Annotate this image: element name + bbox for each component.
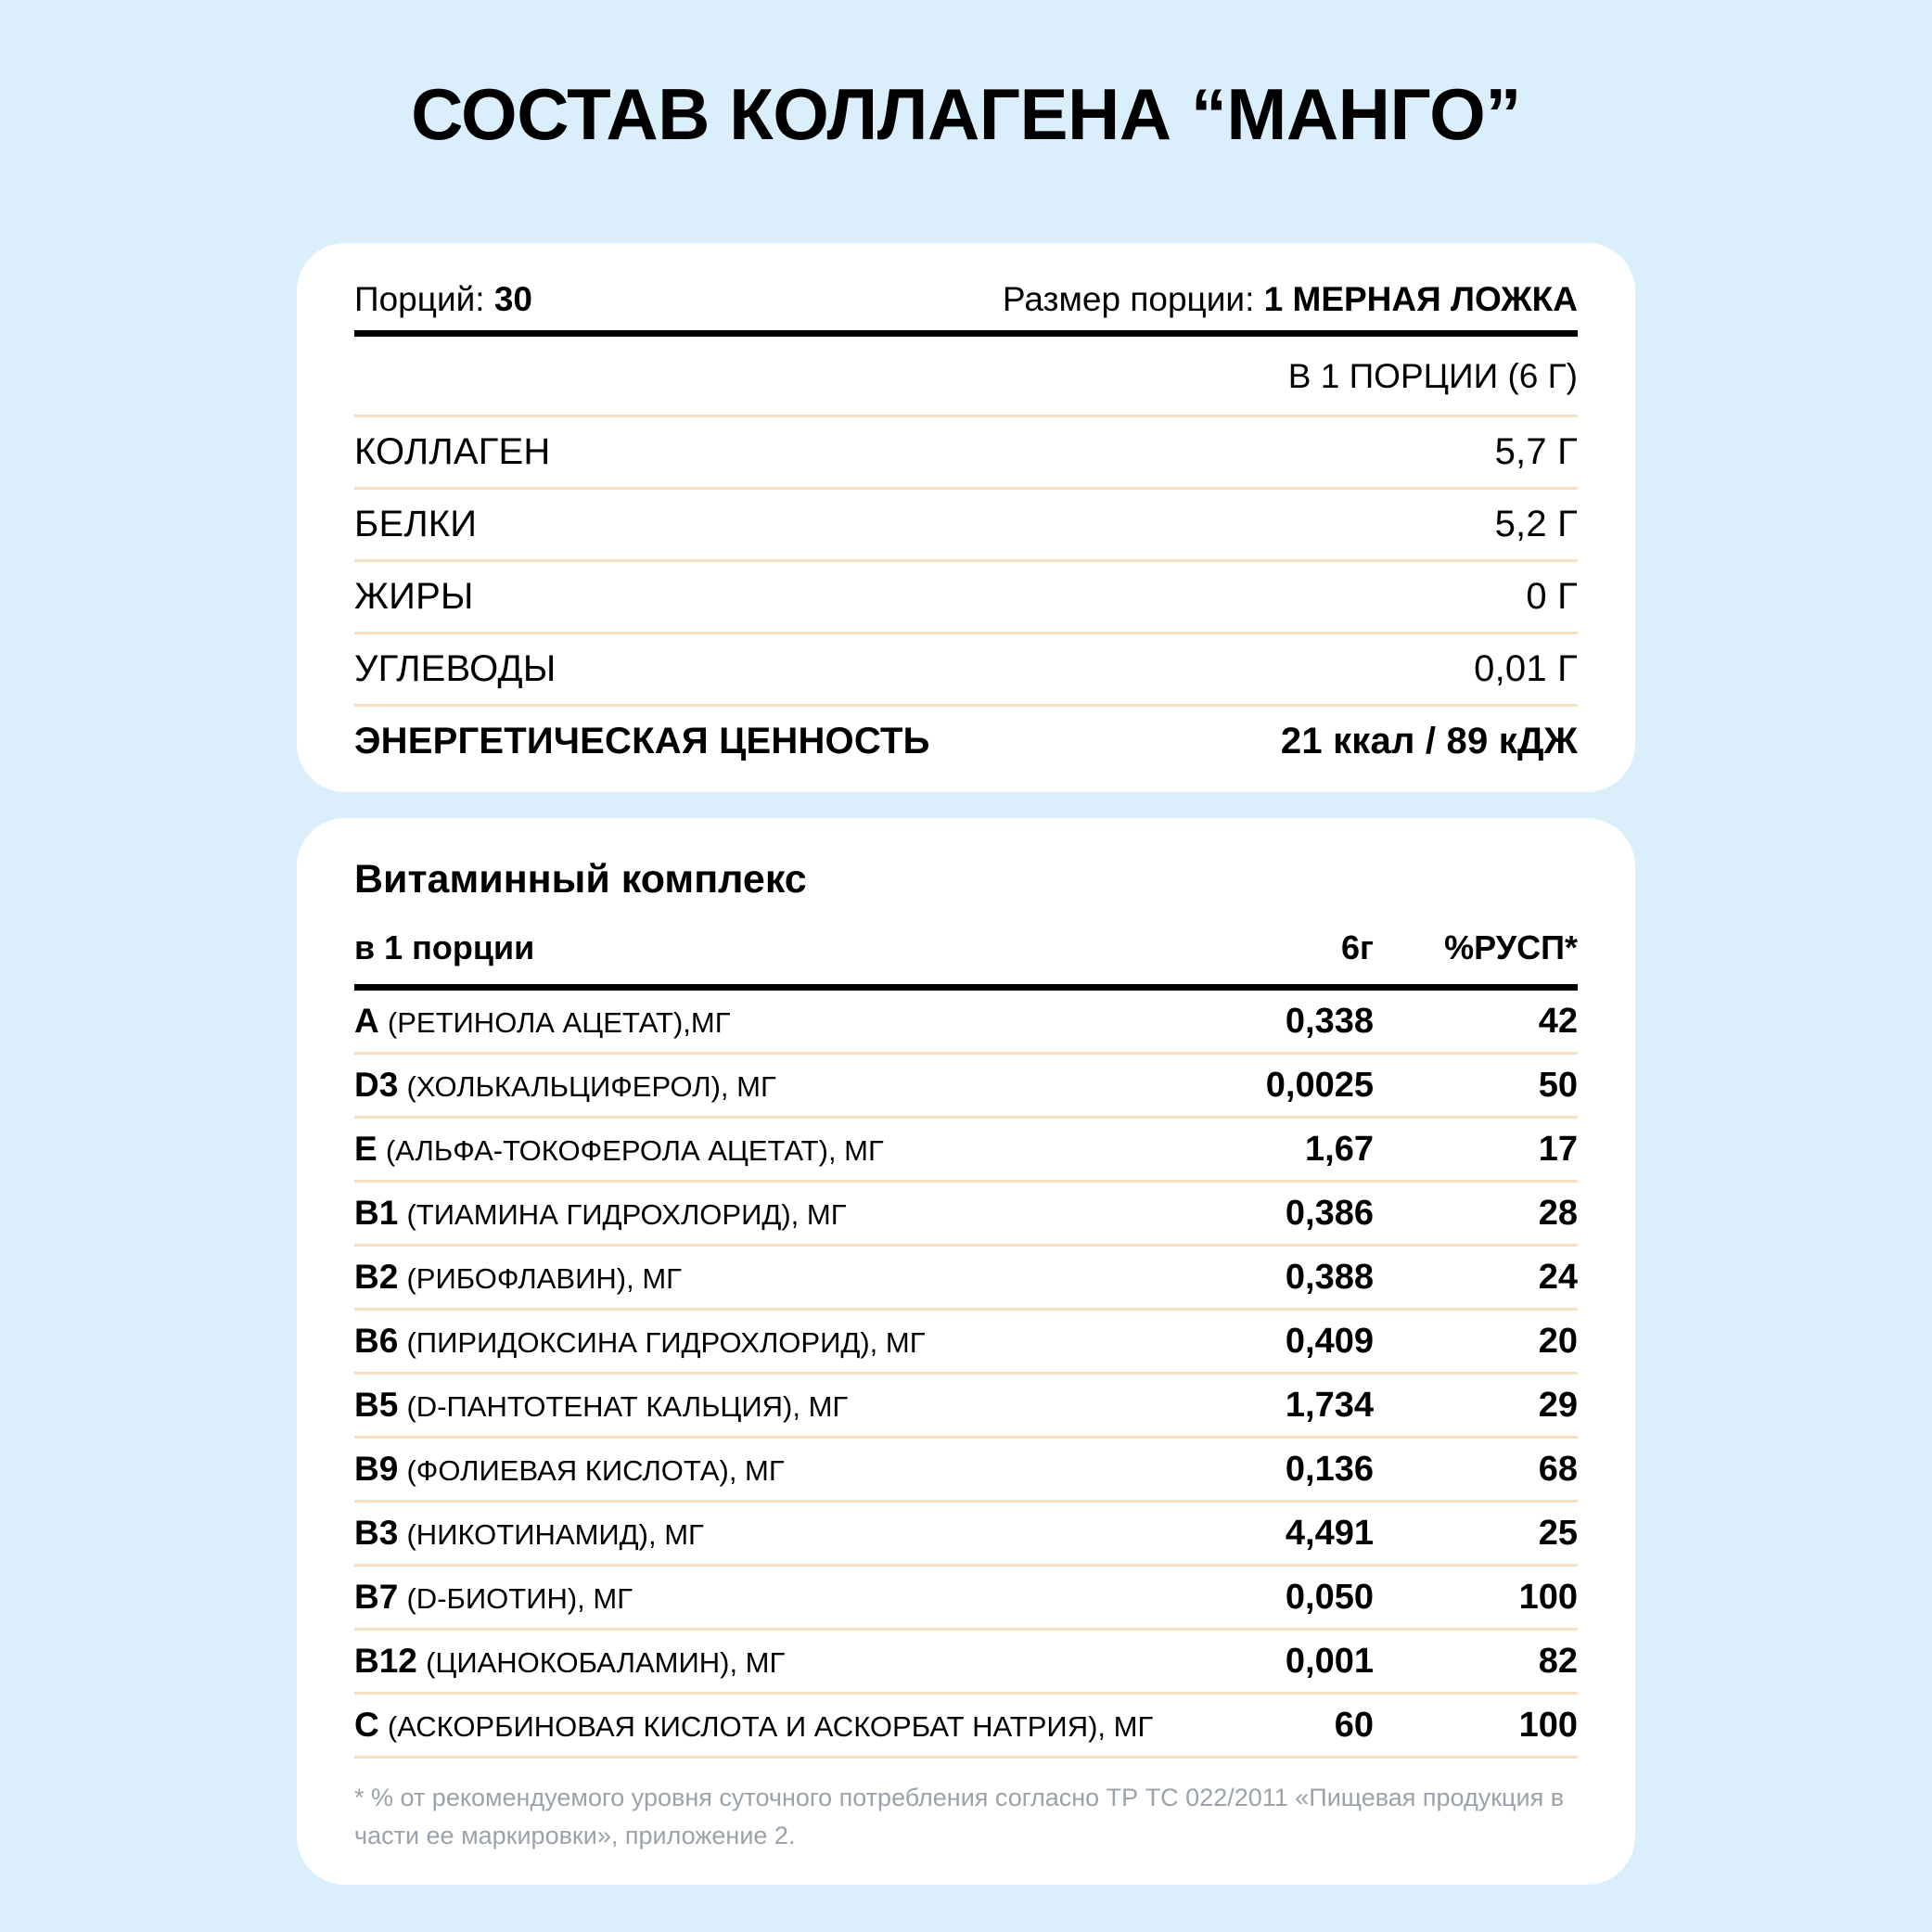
table-row	[354, 562, 1578, 632]
vitamin-code: B7	[354, 1578, 399, 1616]
nutrition-header-rule	[354, 330, 1578, 337]
table-row	[354, 417, 1578, 487]
vitamin-dose: 0,409	[1285, 1322, 1374, 1361]
vitamin-dose: 4,491	[1285, 1514, 1374, 1553]
table-row	[354, 490, 1578, 559]
nutrient-value: 21 ккал / 89 кДЖ	[1280, 721, 1578, 761]
nutrient-value: 0,01 Г	[1474, 648, 1578, 689]
vitamin-percent: 20	[1538, 1322, 1578, 1361]
vitamin-label	[354, 1567, 1170, 1630]
vitamin-code: B3	[354, 1514, 399, 1552]
table-row	[354, 1695, 1578, 1756]
table-row	[354, 1247, 1578, 1308]
vitamin-code: B12	[354, 1642, 417, 1680]
nutrient-value: 0 Г	[1526, 576, 1578, 617]
nutrient-name: ЭНЕРГЕТИЧЕСКАЯ ЦЕННОСТЬ	[354, 721, 930, 761]
vitamin-code: B1	[354, 1194, 399, 1232]
vitamin-code: B9	[354, 1450, 399, 1488]
column-header-pct: %РУСП*	[1444, 928, 1578, 966]
vitamin-description: (ФОЛИЕВАЯ КИСЛОТА), МГ	[406, 1454, 785, 1487]
vitamin-description: (АСКОРБИНОВАЯ КИСЛОТА И АСКОРБАТ НАТРИЯ), МГ	[387, 1710, 1154, 1743]
vitamin-label	[354, 1311, 1170, 1374]
vitamin-code: B2	[354, 1258, 399, 1296]
nutrient-value: 5,7 Г	[1494, 431, 1578, 472]
vitamin-label	[354, 1119, 1170, 1182]
table-row	[354, 634, 1578, 704]
page-title: СОСТАВ КОЛЛАГЕНА “МАНГО”	[411, 73, 1521, 155]
vitamin-dose: 0,0025	[1265, 1066, 1374, 1105]
table-row	[354, 991, 1578, 1052]
vitamin-label	[354, 1439, 1170, 1502]
vitamin-label	[354, 1375, 1170, 1438]
vitamin-dose: 0,136	[1285, 1450, 1374, 1489]
vitamin-code: A	[354, 1002, 379, 1040]
serving-size-value: 1 МЕРНАЯ ЛОЖКА	[1263, 280, 1578, 318]
serving-size	[1003, 280, 1578, 319]
vitamin-percent: 50	[1538, 1066, 1578, 1105]
vitamin-dose: 1,67	[1305, 1130, 1374, 1169]
footnote-text: * % от рекомендуемого уровня суточного потребления согласно ТР ТС 022/2011 «Пищевая продукция в части ее маркировки», приложение 2.	[354, 1784, 1565, 1849]
vitamin-code: B5	[354, 1386, 399, 1424]
nutrition-facts-card	[297, 243, 1635, 792]
table-row	[354, 1375, 1578, 1436]
servings-value: 30	[493, 280, 532, 318]
table-row	[354, 1631, 1578, 1692]
vitamin-description: (НИКОТИНАМИД), МГ	[406, 1518, 704, 1551]
vitamin-percent: 68	[1538, 1450, 1578, 1489]
vitamin-percent: 82	[1538, 1642, 1578, 1681]
table-row	[354, 1567, 1578, 1628]
vitamin-label	[354, 1183, 1170, 1246]
vitamin-dose: 1,734	[1285, 1386, 1374, 1425]
per-portion-header: В 1 ПОРЦИИ (6 Г)	[1287, 357, 1578, 395]
table-row	[354, 1183, 1578, 1244]
vitamin-description: (ТИАМИНА ГИДРОХЛОРИД), МГ	[406, 1198, 847, 1231]
vitamin-code: B6	[354, 1322, 399, 1360]
vitamin-description: (ЦИАНОКОБАЛАМИН), МГ	[426, 1646, 786, 1679]
nutrient-name: ЖИРЫ	[354, 576, 474, 617]
serving-info-row	[354, 243, 1578, 330]
vitamin-dose: 0,338	[1285, 1002, 1374, 1041]
table-row	[354, 1503, 1578, 1564]
nutrient-value: 5,2 Г	[1494, 504, 1578, 544]
vitamin-label	[354, 1247, 1170, 1310]
vitamin-code: E	[354, 1130, 377, 1168]
vitamin-description: (D-БИОТИН), МГ	[406, 1582, 633, 1615]
vitamin-description: (ПИРИДОКСИНА ГИДРОХЛОРИД), МГ	[406, 1326, 926, 1359]
vitamin-label	[354, 1695, 1170, 1758]
table-row	[354, 707, 1578, 776]
table-row	[354, 1439, 1578, 1500]
vitamin-label	[354, 1055, 1170, 1118]
vitamin-dose: 60	[1334, 1706, 1374, 1745]
column-header-label: в 1 порции	[354, 928, 535, 966]
vitamin-description: (D-ПАНТОТЕНАТ КАЛЬЦИЯ), МГ	[406, 1390, 849, 1423]
vitamin-dose: 0,386	[1285, 1194, 1374, 1233]
servings-label: Порций:	[354, 280, 485, 318]
table-row	[354, 1311, 1578, 1372]
vitamin-dose: 0,001	[1285, 1642, 1374, 1681]
vitamin-header-rule	[354, 984, 1578, 991]
vitamin-percent: 100	[1518, 1578, 1578, 1617]
table-row	[354, 1119, 1578, 1180]
table-row	[354, 1055, 1578, 1116]
vitamin-label	[354, 1503, 1170, 1566]
vitamin-code: D3	[354, 1066, 399, 1104]
nutrient-name: УГЛЕВОДЫ	[354, 648, 557, 689]
column-header-dose: 6г	[1340, 928, 1374, 966]
vitamin-percent: 42	[1538, 1002, 1578, 1041]
servings-per-container	[354, 280, 532, 319]
vitamin-label	[354, 991, 1170, 1054]
vitamin-label	[354, 1631, 1170, 1694]
vitamin-description: (АЛЬФА-ТОКОФЕРОЛА АЦЕТАТ), МГ	[385, 1134, 884, 1167]
vitamin-code: C	[354, 1706, 379, 1744]
vitamin-percent: 24	[1538, 1258, 1578, 1297]
vitamin-description: (ХОЛЬКАЛЬЦИФЕРОЛ), МГ	[406, 1070, 776, 1103]
serving-size-label: Размер порции:	[1002, 280, 1255, 318]
vitamin-description: (РИБОФЛАВИН), МГ	[406, 1262, 682, 1295]
vitamin-dose: 0,388	[1285, 1258, 1374, 1297]
nutrient-name: БЕЛКИ	[354, 504, 478, 544]
vitamin-percent: 100	[1518, 1706, 1578, 1745]
vitamin-percent: 28	[1538, 1194, 1578, 1233]
nutrient-name: КОЛЛАГЕН	[354, 431, 551, 472]
vitamin-complex-card	[297, 818, 1635, 1885]
vitamin-dose: 0,050	[1285, 1578, 1374, 1617]
vitamin-section-heading: Витаминный комплекс	[354, 857, 807, 902]
vitamin-table-header	[354, 908, 1578, 984]
vitamin-description: (РЕТИНОЛА АЦЕТАТ),МГ	[387, 1006, 731, 1039]
vitamin-percent: 29	[1538, 1386, 1578, 1425]
vitamin-percent: 17	[1538, 1130, 1578, 1169]
vitamin-percent: 25	[1538, 1514, 1578, 1553]
